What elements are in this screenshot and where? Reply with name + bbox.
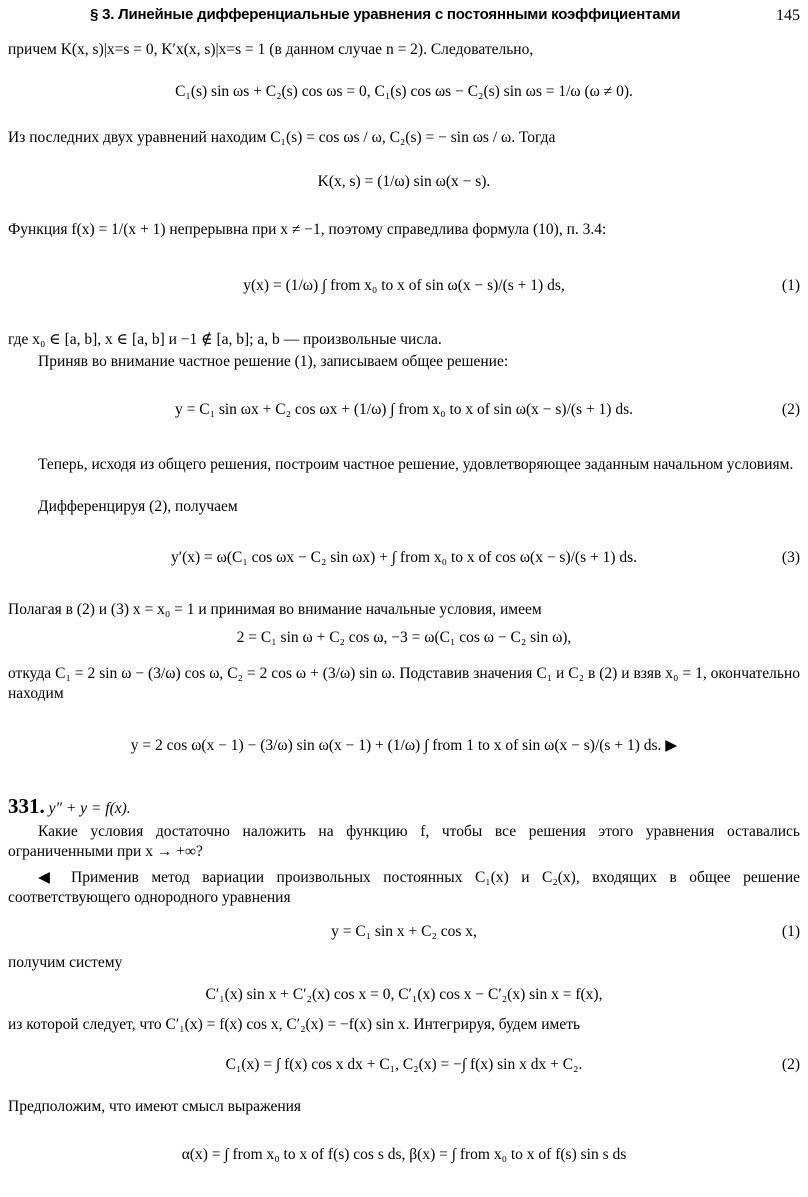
equation-1 [8, 276, 800, 296]
equation-3-number: (3) [781, 549, 800, 566]
paragraph-11 [8, 868, 800, 909]
equation-initial-system-text: 2 = C₁ sin ω + C₂ cos ω, −3 = ω(C₁ cos ω − C₂ sin ω), [236, 629, 572, 646]
equation-c-system-text: C₁(s) sin ωs + C₂(s) cos ωs = 0, C₁(s) cos ωs − C₂(s) sin ωs = 1/ω (ω ≠ 0). [175, 83, 633, 100]
equation-kernel [8, 172, 800, 192]
paragraph-1 [8, 40, 800, 60]
equation-b-system-text: C′₁(x) sin x + C′₂(x) cos x = 0, C′₁(x) cos x − C′₂(x) sin x = f(x), [205, 986, 603, 1003]
paragraph-8-text: Полагая в (2) и (3) x = x₀ = 1 и принимая во внимание начальные условия, имеем [8, 601, 542, 618]
paragraph-4-text: где x₀ ∈ [a, b], x ∈ [a, b] и −1 ∉ [a, b]; a, b — произвольные числа. [8, 331, 442, 348]
equation-b2-number: (2) [781, 1056, 800, 1073]
equation-3-text: y′(x) = ω(C₁ cos ωx − C₂ sin ωx) + ∫ from x₀ to x of cos ω(x − s)/(s + 1) ds. [170, 549, 638, 566]
paragraph-12 [8, 953, 800, 973]
equation-2-number: (2) [781, 401, 800, 418]
paragraph-8 [8, 600, 800, 620]
paragraph-7-text: Дифференцируя (2), получаем [38, 498, 238, 515]
equation-b2-text: C₁(x) = ∫ f(x) cos x dx + C₁, C₂(x) = −∫ f(x) sin x dx + C₂. [225, 1056, 583, 1073]
equation-b1 [8, 922, 800, 942]
equation-final-text: y = 2 cos ω(x − 1) − (3/ω) sin ω(x − 1) + (1/ω) ∫ from 1 to x of sin ω(x − s)/(s + 1) ds. ▶ [130, 737, 678, 754]
page-number: 145 [776, 7, 800, 24]
paragraph-13-text: из которой следует, что C′₁(x) = f(x) cos x, C′₂(x) = −f(x) sin x. Интегрируя, будем иметь [8, 1016, 581, 1033]
paragraph-14 [8, 1097, 800, 1117]
running-header [0, 5, 808, 27]
equation-1-text: y(x) = (1/ω) ∫ from x₀ to x of sin ω(x − s)/(s + 1) ds, [243, 277, 565, 294]
paragraph-6 [8, 455, 800, 475]
paragraph-7 [8, 497, 800, 517]
problem-331-heading [8, 793, 800, 821]
equation-b-system [8, 985, 800, 1005]
equation-2-text: y = C₁ sin ωx + C₂ cos ωx + (1/ω) ∫ from x₀ to x of sin ω(x − s)/(s + 1) ds. [174, 401, 633, 418]
paragraph-4 [8, 330, 800, 350]
section-title: § 3. Линейные дифференциальные уравнения с постоянными коэффициентами [90, 6, 681, 23]
equation-2 [8, 400, 800, 420]
paragraph-3 [8, 220, 800, 240]
equation-kernel-text: K(x, s) = (1/ω) sin ω(x − s). [317, 173, 491, 190]
paragraph-9-text: откуда C₁ = 2 sin ω − (3/ω) cos ω, C₂ = 2 cos ω + (3/ω) sin ω. Подставив значения C₁ и C₂ в (2) и взяв x₀ = 1, окончательно находим [8, 665, 800, 703]
paragraph-3-text: Функция f(x) = 1/(x + 1) непрерывна при x ≠ −1, поэтому справедлива формула (10), п. 3.4: [8, 221, 607, 238]
equation-1-number: (1) [781, 277, 800, 294]
paragraph-2 [8, 128, 800, 148]
paragraph-12-text: получим систему [8, 954, 123, 971]
equation-c-system [8, 82, 800, 102]
paragraph-14-text: Предположим, что имеют смысл выражения [8, 1098, 302, 1115]
paragraph-6-text: Теперь, исходя из общего решения, построим частное решение, удовлетворяющее заданным начальном условиям. [38, 456, 794, 473]
paragraph-5-text: Приняв во внимание частное решение (1), записываем общее решение: [38, 353, 509, 370]
paragraph-1-text: причем K(x, s)|x=s = 0, K′x(x, s)|x=s = 1 (в данном случае n = 2). Следовательно, [8, 41, 534, 58]
paragraph-5 [8, 352, 800, 372]
equation-b3-text: α(x) = ∫ from x₀ to x of f(s) cos s ds, β(x) = ∫ from x₀ to x of f(s) sin s ds [181, 1146, 627, 1163]
paragraph-10 [8, 822, 800, 863]
equation-b2 [8, 1055, 800, 1075]
equation-b1-text: y = C₁ sin x + C₂ cos x, [331, 923, 477, 940]
paragraph-9 [8, 664, 800, 705]
equation-initial-system [8, 628, 800, 648]
equation-b1-number: (1) [781, 923, 800, 940]
problem-number: 331. [8, 794, 45, 818]
problem-equation: y″ + y = f(x). [48, 800, 131, 817]
paragraph-2-text: Из последних двух уравнений находим C₁(s) = cos ωs / ω, C₂(s) = − sin ωs / ω. Тогда [8, 129, 556, 146]
paragraph-13 [8, 1015, 800, 1035]
equation-3 [8, 548, 800, 568]
paragraph-10-text: Какие условия достаточно наложить на функцию f, чтобы все решения этого уравнения оставались ограниченными при x → +∞? [8, 823, 800, 861]
equation-b3 [8, 1145, 800, 1165]
equation-final [8, 736, 800, 756]
paragraph-11-text: ◀ Применив метод вариации произвольных постоянных C₁(x) и C₂(x), входящих в общее решение соответствующего однородного уравнения [8, 869, 800, 907]
